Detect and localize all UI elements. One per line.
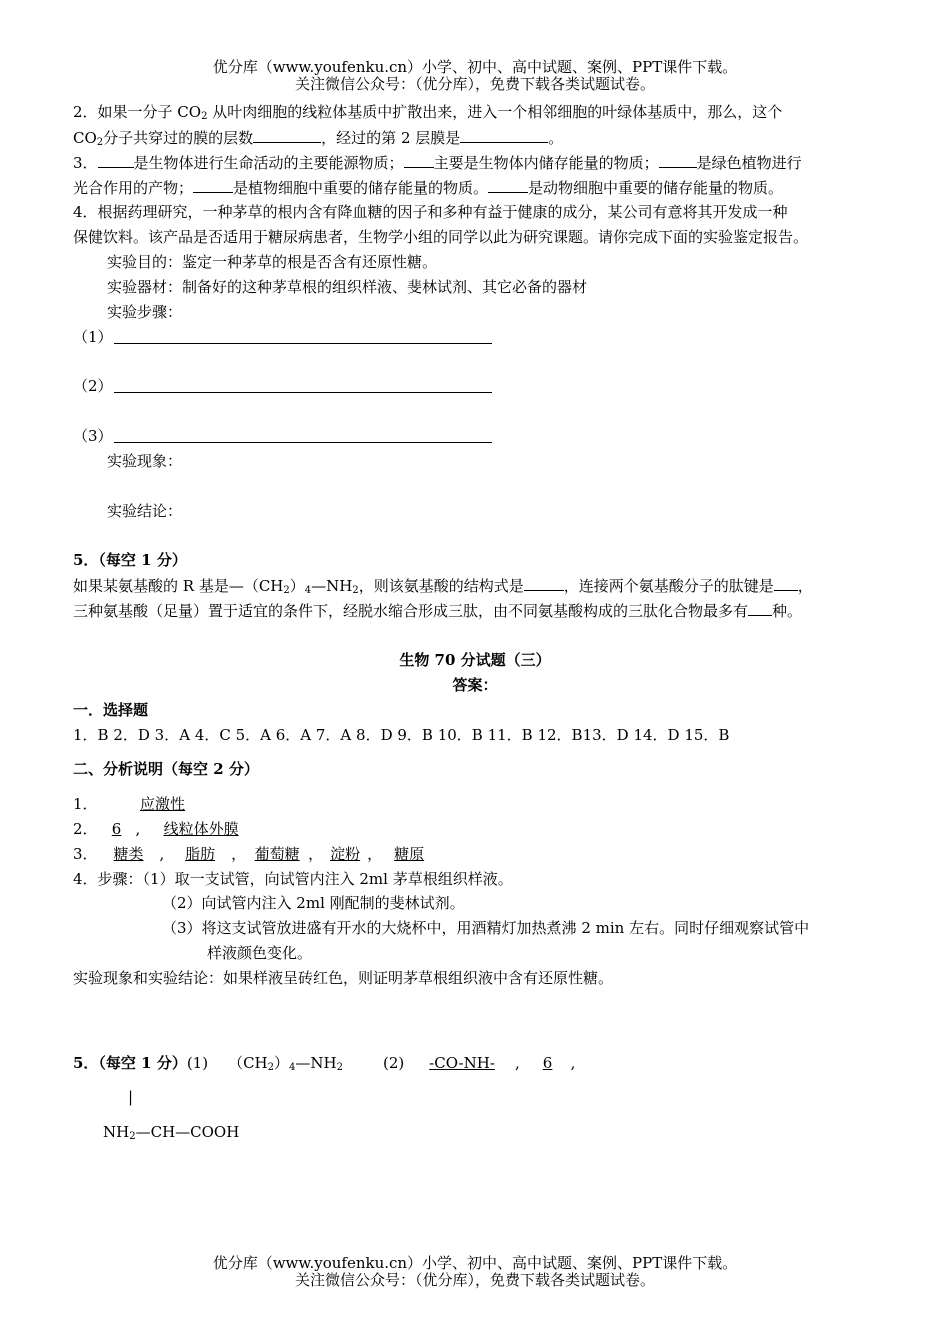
answer-3-value-2: 脂肪 — [185, 845, 216, 863]
answer-4-step-3: （3）将这支试管放进盛有开水的大烧杯中，用酒精灯加热煮沸 2 min 左右。同时仔细观察试管中 — [162, 919, 810, 937]
answer-5-r-b: ） — [274, 1054, 290, 1072]
answer-subtitle: 答案： — [452, 676, 498, 694]
q2-text-e: ，经过的第 2 层膜是 — [321, 129, 461, 147]
q3-text-f: 是植物细胞中重要的储存能量的物质。 — [233, 179, 489, 197]
answer-2-value-1: 6 — [111, 820, 122, 838]
q4-step-3-label: （3） — [73, 427, 113, 445]
footer-line-1: 优分库（www.youfenku.cn）小学、初中、高中试题、案例、PPT课件下载。 — [212, 1254, 738, 1272]
q2-text-c: CO — [73, 129, 97, 147]
answer-3: 3． 糖类 , 脂肪 ， 葡萄糖 ， 淀粉 ， 糖原 — [73, 845, 436, 863]
answer-1-num: 1． — [73, 795, 98, 813]
q5-text-e: ，则该氨基酸的结构式是 — [358, 577, 524, 595]
answer-4-step-2: （2）向试管内注入 2ml 刚配制的斐林试剂。 — [162, 894, 465, 912]
answer-5-part-1: (1) — [186, 1054, 209, 1072]
q2-blank-1[interactable] — [253, 128, 321, 143]
answer-2-num: 2． — [73, 820, 98, 838]
q2-text-d: 分子共穿过的膜的层数 — [103, 129, 254, 147]
q2-line-1 — [73, 103, 782, 126]
q5-text-f: ，连接两个氨基酸分子的肽键是 — [563, 577, 774, 595]
q4-steps-label: 实验步骤： — [107, 303, 183, 321]
answer-5-r-d: —NH — [295, 1054, 337, 1072]
q3-text-g: 是动物细胞中重要的储存能量的物质。 — [528, 179, 784, 197]
q4-line-1: 4．根据药理研究，一种茅草的根内含有降血糖的因子和多种有益于健康的成分，某公司有意将其开发成一种 — [73, 203, 788, 221]
q4-step-2-label: （2） — [73, 377, 113, 395]
answer-4-step-3b: 样液颜色变化。 — [207, 944, 313, 962]
q5-blank-3[interactable] — [748, 601, 772, 616]
answer-3-num: 3． — [73, 845, 98, 863]
q2-blank-2[interactable] — [460, 128, 548, 143]
q4-conclusion-label: 实验结论： — [107, 502, 183, 520]
q4-step-3-answer-line[interactable] — [114, 442, 492, 443]
header-line-2: 关注微信公众号：（优分库），免费下载各类试题试卷。 — [294, 75, 655, 93]
answer-section-2: 二、分析说明（每空 2 分） — [73, 760, 259, 778]
answer-5: 5．（每空 1 分）(1) $(CH_2)_4—NH_2$ (2) -CO-NH- , 6 , — [73, 1054, 576, 1073]
q3-line-1 — [73, 153, 802, 172]
q5-text-line2b: 种。 — [772, 602, 803, 620]
q3-text-e: 光合作用的产物； — [73, 179, 194, 197]
q3-blank-1[interactable] — [98, 153, 134, 168]
header-line-1: 优分库（www.youfenku.cn）小学、初中、高中试题、案例、PPT课件下载。 — [212, 58, 738, 76]
answer-5-peptide-bond: -CO-NH- — [429, 1054, 495, 1072]
answer-choices: 1．B 2．D 3．A 4．C 5．A 6．A 7．A 8．D 9．B 10．B 11．B 12．B13．D 14．D 15．B — [73, 726, 730, 744]
q5-blank-2[interactable] — [774, 576, 798, 591]
q4-step-1-answer-line[interactable] — [114, 343, 492, 344]
q2-line-2 — [73, 128, 563, 152]
answer-section-1: 一．选择题 — [73, 701, 149, 719]
q5-text-b: ） — [289, 577, 305, 595]
answer-4-result: 实验现象和实验结论：如果样液呈砖红色，则证明茅草根组织液中含有还原性糖。 — [73, 969, 614, 987]
q3-text-c: 主要是生物体内储存能量的物质； — [433, 154, 659, 172]
q3-line-2 — [73, 178, 783, 197]
answer-3-value-1: 糖类 — [113, 845, 144, 863]
q3-text-a: 3． — [73, 154, 98, 172]
q3-blank-4[interactable] — [193, 178, 233, 193]
q4-step-2-answer-line[interactable] — [114, 392, 492, 393]
answer-5-structure-b: —CH—COOH — [135, 1123, 240, 1141]
answer-5-sub-4: 4 — [289, 1062, 296, 1073]
answer-title: 生物 70 分试题（三） — [399, 651, 551, 669]
answer-2-value-2: 线粒体外膜 — [163, 820, 239, 838]
answer-5-sub-nh2: 2 — [336, 1062, 343, 1073]
answer-5-structure-a: NH — [103, 1123, 130, 1141]
answer-5-count: 6 — [542, 1054, 553, 1072]
q2-text-a: 2．如果一分子 CO — [73, 103, 202, 121]
q5-text-line2a: 三种氨基酸（足量）置于适宜的条件下，经脱水缩合形成三肽，由不同氨基酸构成的三肽化合物最多有 — [73, 602, 749, 620]
q4-step-1-label: （1） — [73, 328, 113, 346]
q5-line-1 — [73, 576, 813, 600]
answer-5-structure — [103, 1123, 239, 1146]
q3-blank-3[interactable] — [659, 153, 697, 168]
q5-line-2 — [73, 601, 802, 620]
q2-text-f: 。 — [548, 129, 564, 147]
answer-1-value: 应激性 — [140, 795, 186, 813]
q5-text-d: —NH — [311, 577, 353, 595]
answer-5-r-a: （CH — [228, 1054, 268, 1072]
footer-line-2: 关注微信公众号：（优分库），免费下载各类试题试卷。 — [294, 1271, 655, 1289]
q4-purpose: 实验目的：鉴定一种茅草的根是否含有还原性糖。 — [107, 253, 438, 271]
answer-5-structure-sub: 2 — [129, 1131, 136, 1142]
q3-text-b: 是生物体进行生命活动的主要能源物质； — [133, 154, 404, 172]
q5-text-a: 如果某氨基酸的 R 基是—（CH — [73, 577, 284, 595]
q4-materials: 实验器材：制备好的这种茅草根的组织样液、斐林试剂、其它必备的器材 — [107, 278, 588, 296]
q4-line-2: 保健饮料。该产品是否适用于糖尿病患者，生物学小组的同学以此为研究课题。请你完成下面的实验鉴定报告。 — [73, 228, 809, 246]
answer-3-value-4: 淀粉 — [330, 845, 361, 863]
q2-sub-2: 2 — [96, 137, 104, 148]
answer-4-step-1: 4．步骤：（1）取一支试管，向试管内注入 2ml 茅草根组织样液。 — [73, 870, 513, 888]
answer-2: 2． 6 , 线粒体外膜 — [73, 820, 257, 838]
q3-text-d: 是绿色植物进行 — [696, 154, 802, 172]
q4-phenomenon-label: 实验现象： — [107, 452, 183, 470]
answer-5-part-2: (2) — [383, 1054, 405, 1072]
q3-blank-2[interactable] — [404, 153, 434, 168]
answer-5-sub-2: 2 — [267, 1062, 275, 1073]
q5-sub-2: 2 — [283, 585, 290, 596]
q3-blank-5[interactable] — [488, 178, 528, 193]
q5-text-g: ， — [797, 577, 813, 595]
answer-3-value-3: 葡萄糖 — [254, 845, 300, 863]
q5-blank-1[interactable] — [524, 576, 564, 591]
q5-title: 5．（每空 1 分） — [73, 551, 187, 569]
answer-5-title: 5．（每空 1 分） — [73, 1054, 187, 1072]
answer-3-value-5: 糖原 — [394, 845, 425, 863]
q5-sub-4: 4 — [304, 585, 312, 596]
q5-sub-nh2: 2 — [352, 585, 359, 596]
q2-text-b: 从叶肉细胞的线粒体基质中扩散出来，进入一个相邻细胞的叶绿体基质中，那么，这个 — [207, 103, 783, 121]
q2-sub: 2 — [201, 111, 208, 122]
answer-5-bond-bar: | — [128, 1088, 134, 1106]
